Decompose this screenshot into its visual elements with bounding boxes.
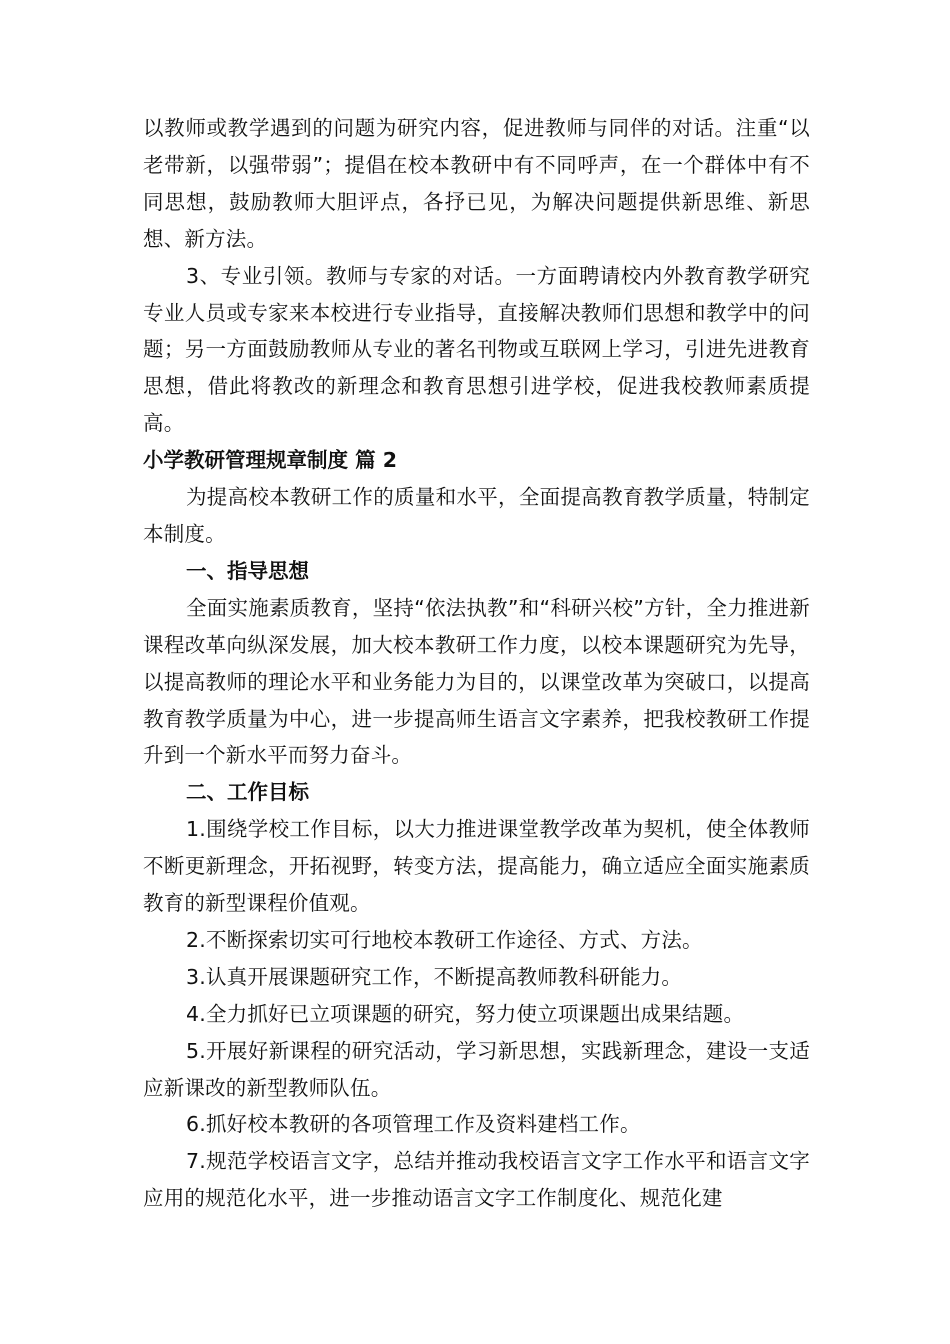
heading-guiding-ideology: 一、指导思想 — [186, 558, 309, 583]
paragraph-professional-guidance: 3、专业引领。教师与专家的对话。一方面聘请校内外教育教学研究专业人员或专家来本校进行专业指导，直接解决教师们思想和教学中的问题；另一方面鼓励教师从专业的著名刊物或互联网上学习，引进先进教育思想，借此将教改的新理念和教育思想引进学校，促进我校教师素质提高。 — [143, 263, 810, 436]
goal-item-4: 4.全力抓好已立项课题的研究，努力使立项课题出成果结题。 — [186, 1001, 745, 1026]
section-title: 小学教研管理规章制度 篇 2 — [143, 448, 398, 473]
document-body — [143, 110, 810, 1217]
paragraph-intro: 为提高校本教研工作的质量和水平，全面提高教育教学质量，特制定本制度。 — [143, 485, 810, 546]
goal-item-3: 3.认真开展课题研究工作，不断提高教师教科研能力。 — [186, 964, 683, 989]
goal-item-7: 7.规范学校语言文字，总结并推动我校语言文字工作水平和语言文字应用的规范化水平，进一步推动语言文字工作制度化、规范化建 — [143, 1149, 810, 1211]
goal-item-1: 1.围绕学校工作目标，以大力推进课堂教学改革为契机，使全体教师不断更新理念，开拓视野，转变方法，提高能力，确立适应全面实施素质教育的新型课程价值观。 — [143, 817, 810, 916]
goal-item-6: 6.抓好校本教研的各项管理工作及资料建档工作。 — [186, 1112, 641, 1137]
goal-item-5: 5.开展好新课程的研究活动，学习新思想，实践新理念，建设一支适应新课改的新型教师队伍。 — [143, 1038, 810, 1100]
goal-item-2: 2.不断探索切实可行地校本教研工作途径、方式、方法。 — [186, 927, 703, 952]
heading-work-goals: 二、工作目标 — [186, 780, 309, 805]
paragraph-guiding-ideology: 全面实施素质教育，坚持“依法执教”和“科研兴校”方针，全力推进新课程改革向纵深发展，加大校本教研工作力度，以校本课题研究为先导，以提高教师的理论水平和业务能力为目的，以课堂改革为突破口，以提高教育教学质量为中心，进一步提高师生语言文字素养，把我校教研工作提升到一个新水平而努力奋斗。 — [143, 595, 810, 768]
paragraph-continuation: 以教师或教学遇到的问题为研究内容，促进教师与同伴的对话。注重“以老带新，以强带弱”；提倡在校本教研中有不同呼声，在一个群体中有不同思想，鼓励教师大胆评点，各抒已见，为解决问题提供新思维、新思想、新方法。 — [143, 116, 810, 251]
